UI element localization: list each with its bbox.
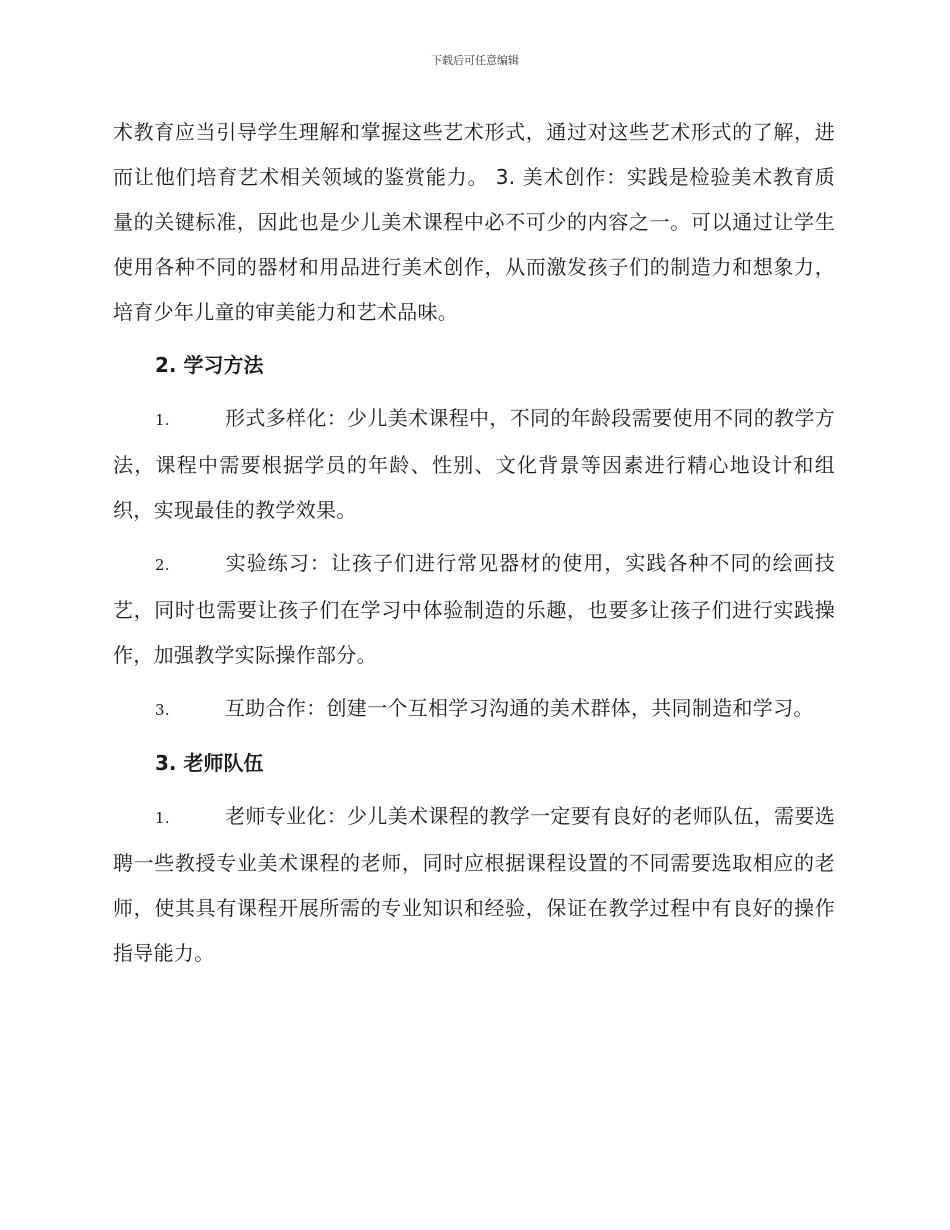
list-item-text: 实验练习：让孩子们进行常见器材的使用，实践各种不同的绘画技艺，同时也需要让孩子们在学习中体验制造的乐趣，也要多让孩子们进行实践操作，加强教学实际操作部分。	[113, 551, 835, 667]
list-item-text: 形式多样化：少儿美术课程中，不同的年龄段需要使用不同的教学方法，课程中需要根据学员的年龄、性别、文化背景等因素进行精心地设计和组织，实现最佳的教学效果。	[113, 406, 835, 522]
intro-paragraph: 术教育应当引导学生理解和掌握这些艺术形式，通过对这些艺术形式的了解，进而让他们培育艺术相关领域的鉴赏能力。 3. 美术创作：实践是检验美术教育质量的关键标准，因此也是少儿美术课程中必不可少的内容之一。可以通过让学生使用各种不同的器材和用品进行美术创作，从而激发孩子们的制造力和想象力，培育少年儿童的审美能力和艺术品味。	[113, 120, 835, 324]
list-item-text: 互助合作：创建一个互相学习沟通的美术群体，共同制造和学习。	[225, 696, 814, 720]
section-heading-teacher-team: 3. 老师队伍	[155, 751, 264, 775]
list-item-number: 2.	[155, 556, 170, 574]
section-heading-learning-methods: 2. 学习方法	[155, 353, 264, 377]
list-item-text: 老师专业化：少儿美术课程的教学一定要有良好的老师队伍，需要选聘一些教授专业美术课程的老师，同时应根据课程设置的不同需要选取相应的老师，使其具有课程开展所需的专业知识和经验，保证在教学过程中有良好的操作指导能力。	[113, 804, 835, 965]
list-item	[113, 794, 835, 976]
list-item	[113, 396, 835, 533]
list-item	[113, 541, 835, 678]
list-item	[113, 686, 835, 733]
list-item-number: 1.	[155, 809, 170, 827]
list-item-number: 1.	[155, 411, 170, 429]
document-body	[113, 110, 835, 984]
list-item-number: 3.	[155, 701, 170, 719]
page-header: 下载后可任意编辑	[431, 54, 519, 67]
